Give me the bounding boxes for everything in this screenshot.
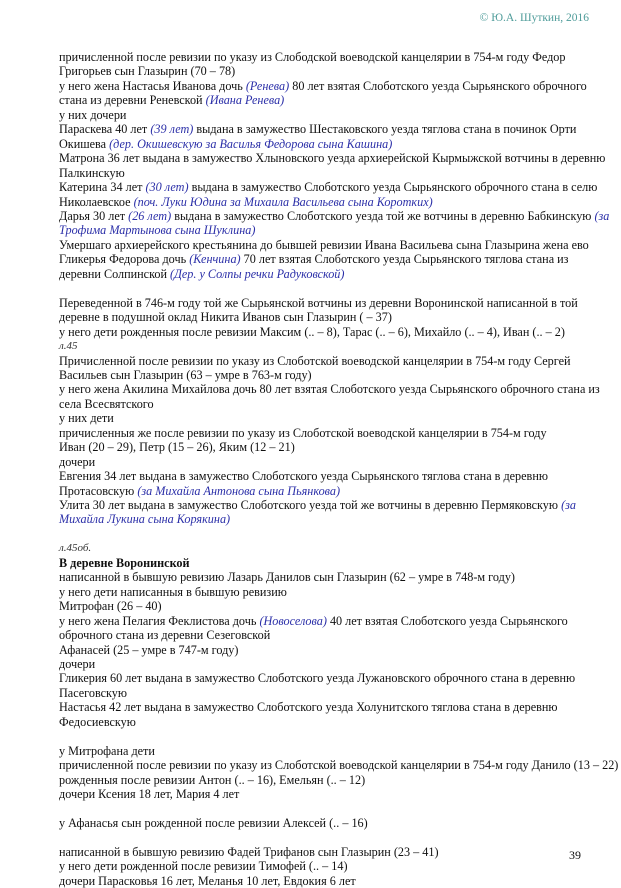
copyright-header: © Ю.А. Шуткин, 2016: [479, 12, 589, 24]
text-span: оброчного стана из деревни Сезеговской: [59, 628, 271, 643]
text-line: [59, 252, 589, 266]
text-line: [59, 599, 589, 613]
text-span: выдана в замужество Слоботского уезда той же вотчины в деревню Бабкинскую: [171, 208, 595, 223]
text-line: [59, 657, 589, 671]
blank-line: [59, 729, 589, 743]
text-span: причисленной после ревизии по указу из Слоботской воеводской канцелярии в 754-м году Данило (13 – 22): [59, 758, 619, 773]
text-line: [59, 64, 589, 78]
text-span: Николаевское: [59, 194, 134, 209]
text-line: [59, 859, 589, 873]
text-line: [59, 325, 589, 339]
text-span: Переведенной в 746-м году той же Сырьянской вотчины из деревни Воронинской написанной в той: [59, 295, 578, 310]
text-span: написанной в бывшую ревизию Лазарь Данилов сын Глазырин (62 – умре в 748-м году): [59, 570, 515, 585]
text-line: [59, 382, 600, 397]
blank-line: [59, 802, 589, 816]
text-line: [59, 498, 589, 512]
text-span: Улита 30 лет выдана в замужество Слоботского уезда той же вотчины в деревню Пермяковскую: [59, 498, 562, 513]
annotation-text: (за: [594, 208, 610, 223]
text-span: у него жена Настасья Иванова дочь: [59, 78, 246, 93]
text-span: деревне в подушной оклад Никита Иванов сын Глазырин ( – 37): [59, 310, 392, 325]
text-span: у Афанасья сын рожденной после ревизии Алексей (.. – 16): [59, 815, 368, 830]
text-span: села Всесвятского: [59, 396, 154, 411]
text-span: дочери Ксения 18 лет, Мария 4 лет: [59, 787, 240, 802]
text-line: [59, 715, 589, 729]
text-span: у них дочери: [59, 107, 127, 122]
text-line: [59, 151, 606, 166]
text-span: Евгения 34 лет выдана в замужество Слоботского уезда Сырьянского тяглова стана в деревню: [59, 469, 548, 484]
text-line: [59, 122, 589, 136]
text-span: Матрона 36 лет выдана в замужество Хлыновского уезда архиерейской Кырмыжской вотчины в деревню: [59, 151, 606, 166]
text-span: рожденныя после ревизии Антон (.. – 16), Емельян (.. – 12): [59, 772, 366, 787]
text-line: [59, 700, 589, 714]
text-line: [59, 440, 589, 454]
text-span: выдана в замужество Слоботского уезда Сырьянского оброчного стана в селю: [188, 180, 598, 195]
text-line: [59, 411, 589, 425]
text-line: [59, 614, 589, 628]
text-line: [59, 267, 589, 281]
text-line: [59, 79, 589, 93]
text-span: причисленной после ревизии по указу из Слободской воеводской канцелярии в 754-м году Федор: [59, 50, 566, 64]
text-span: Катерина 34 лет: [59, 180, 146, 195]
text-line: [59, 223, 589, 237]
text-line: [59, 643, 589, 657]
text-span: Гликерия 60 лет выдана в замужество Слоботского уезда Лужановского оброчного стана в деревню: [59, 671, 576, 686]
text-line: [59, 773, 589, 787]
text-line: [59, 686, 589, 700]
text-span: деревни Солпинской: [59, 266, 171, 281]
text-span: дочери Парасковья 16 лет, Меланья 10 лет, Евдокия 6 лет: [59, 873, 356, 888]
text-line: [59, 816, 589, 830]
text-span: у него дети рожденныя после ревизии Максим (.. – 8), Тарас (.. – 6), Михайло (.. – 4), Иван (.. – 2): [59, 324, 565, 339]
annotation-text: (Кенчина): [189, 252, 241, 267]
text-line: [59, 570, 589, 584]
text-span: Пасеговскую: [59, 685, 128, 700]
folio-note: [59, 541, 589, 555]
text-line: [59, 195, 589, 209]
text-span: 40 лет взятая Слоботского уезда Сырьянского: [326, 613, 568, 628]
annotation-text: (39 лет): [150, 122, 194, 137]
text-line: [59, 512, 589, 526]
text-span: Афанасей (25 – умре в 747-м году): [59, 642, 239, 657]
text-span: дочери: [59, 657, 96, 671]
text-span: Умершаго архиерейского крестьянина до бывшей ревизии Ивана Васильева сына Глазырина жена ево: [59, 237, 589, 252]
text-span: л.45об.: [59, 542, 92, 555]
annotation-text: (Новоселова): [259, 613, 327, 628]
text-line: [59, 108, 589, 122]
text-line: [59, 310, 589, 324]
annotation-text: (Дер. у Солпы речки Радуковской): [170, 266, 345, 281]
annotation-text: (за Михайла Антонова сына Пьянкова): [137, 483, 341, 498]
text-line: [59, 166, 589, 180]
blank-line: [59, 527, 589, 541]
text-line: [59, 296, 589, 310]
text-span: у него жена Пелагия Феклистова дочь: [59, 613, 260, 628]
annotation-text: (Ивана Ренева): [205, 93, 285, 108]
text-span: выдана в замужество Шестаковского уезда тяглова стана в починок Орти: [193, 122, 577, 137]
annotation-text: (Ренева): [245, 78, 290, 93]
blank-line: [59, 830, 589, 844]
text-span: В деревне Воронинской: [59, 555, 190, 570]
text-line: [59, 455, 589, 469]
text-line: [59, 628, 589, 642]
text-line: [59, 180, 598, 195]
text-line: [59, 585, 589, 599]
text-span: Параскева 40 лет: [59, 122, 151, 137]
text-span: Причисленной после ревизии по указу из Слоботской воеводской канцелярии в 754-м году Сергей: [59, 353, 571, 368]
text-line: [59, 874, 589, 888]
annotation-text: (поч. Луки Юдина за Михаила Васильева сына Коротких): [133, 194, 433, 209]
text-line: [59, 208, 610, 223]
text-span: 70 лет взятая Слоботского уезда Сырьянского тяглова стана из: [240, 252, 569, 267]
text-line: [59, 671, 589, 685]
text-span: Дарья 30 лет: [59, 208, 129, 223]
text-span: 80 лет взятая Слоботского уезда Сырьянского оброчного: [289, 78, 587, 93]
text-span: Окишева: [59, 136, 110, 151]
annotation-text: (30 лет): [145, 180, 189, 195]
text-span: Митрофан (26 – 40): [59, 599, 162, 614]
text-line: [59, 484, 589, 498]
text-span: у него дети рожденной после ревизии Тимофей (.. – 14): [59, 859, 348, 874]
text-span: Протасовскую: [59, 483, 138, 498]
text-span: Федосиевскую: [59, 714, 136, 729]
text-span: у них дети: [59, 411, 114, 426]
annotation-text: Михайла Лукина сына Корякина): [59, 512, 231, 527]
text-span: л.45: [59, 340, 78, 353]
text-span: дочери: [59, 454, 96, 469]
text-line: [59, 238, 589, 252]
text-span: Палкинскую: [59, 165, 125, 180]
text-span: Иван (20 – 29), Петр (15 – 26), Яким (12 – 21): [59, 440, 295, 455]
text-span: причисленныя же после ревизии по указу из Слоботской воеводской канцелярии в 754-м году: [59, 425, 547, 440]
text-line: [59, 426, 589, 440]
text-line: [59, 50, 589, 64]
section-heading: [59, 556, 589, 570]
folio-note: [59, 339, 589, 353]
annotation-text: (26 лет): [128, 208, 172, 223]
text-line: [59, 354, 589, 368]
text-span: у него жена Акилина Михайлова дочь 80 лет взятая Слоботского уезда Сырьянского оброчного стана из: [59, 382, 600, 397]
text-line: [59, 845, 589, 859]
text-span: Гликерья Федорова дочь: [59, 252, 190, 267]
text-line: [59, 787, 589, 801]
document-body: [59, 50, 619, 888]
annotation-text: Трофима Мартынова сына Шуклина): [59, 223, 256, 238]
text-span: Васильев сын Глазырин (63 – умре в 763-м году): [59, 367, 312, 382]
blank-line: [59, 281, 589, 295]
text-span: написанной в бывшую ревизию Фадей Трифанов сын Глазырин (23 – 41): [59, 844, 439, 859]
text-line: [59, 397, 589, 411]
annotation-text: (дер. Окишевскую за Василья Федорова сына Кашина): [109, 136, 393, 151]
text-span: стана из деревни Реневской: [59, 93, 206, 108]
text-span: у Митрофана дети: [59, 743, 155, 758]
page-number: 39: [569, 848, 581, 862]
text-line: [59, 93, 589, 107]
text-line: [59, 744, 589, 758]
text-span: Григорьев сын Глазырин (70 – 78): [59, 64, 236, 79]
annotation-text: (за: [561, 498, 576, 513]
text-line: [59, 469, 589, 483]
text-line: [59, 368, 589, 382]
text-line: [59, 758, 619, 773]
text-span: Настасья 42 лет выдана в замужество Слоботского уезда Холунитского тяглова стана в деревню: [59, 700, 558, 715]
text-span: у него дети написанныя в бывшую ревизию: [59, 584, 287, 599]
text-line: [59, 137, 589, 151]
